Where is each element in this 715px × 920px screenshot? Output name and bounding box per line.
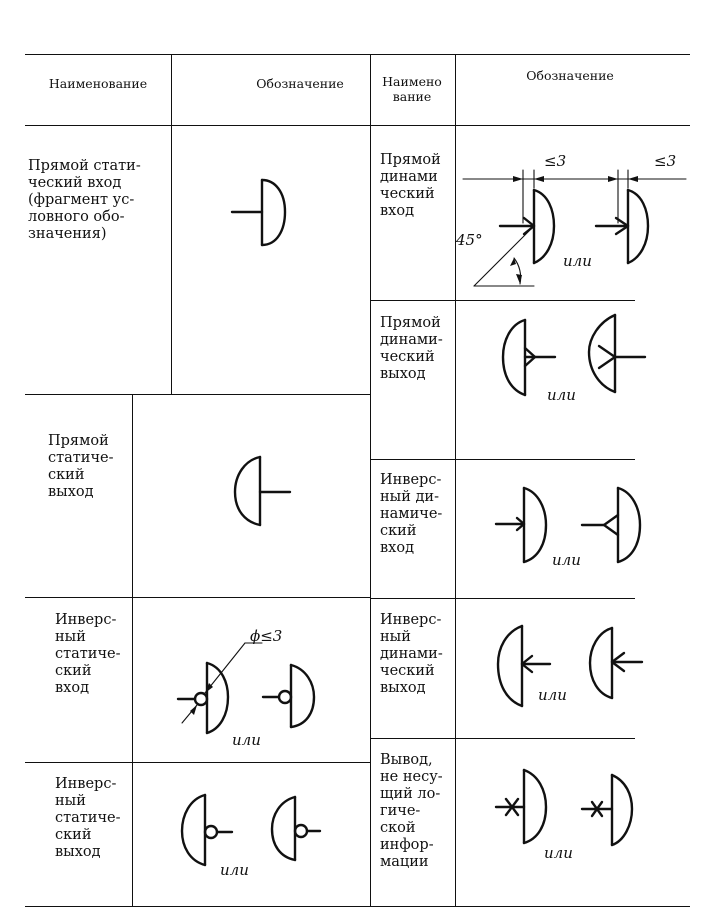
direct-static-input-symbol: [225, 170, 295, 260]
left-row-rule-2: [25, 597, 370, 598]
inverse-static-input-symbol: [170, 625, 335, 755]
table-bottom-rule: [25, 906, 690, 907]
left-row-rule-3: [25, 762, 370, 763]
row-name-inverse-dynamic-output: Инверс- ный динами- ческий выход: [380, 612, 443, 696]
or-label: или: [563, 252, 592, 270]
left-symbol-divider-lower: [132, 394, 133, 906]
row-name-inverse-static-output: Инверс- ный статиче- ский выход: [55, 776, 121, 860]
right-row-rule-3: [370, 598, 635, 599]
row-name-direct-static-output: Прямой статиче- ский выход: [48, 433, 114, 500]
diameter-label: ϕ≤3: [250, 627, 283, 645]
left-row-rule-1: [25, 394, 370, 395]
header-symbol-right: Обозначение: [526, 68, 614, 83]
direct-static-output-symbol: [225, 450, 295, 540]
row-name-direct-dynamic-input: Прямой динами ческий вход: [380, 152, 441, 219]
le3-label: ≤3: [544, 152, 567, 170]
direct-dynamic-input-symbol: [458, 148, 688, 296]
left-symbol-divider-upper: [171, 54, 172, 394]
row-name-direct-dynamic-output: Прямой динами- ческий выход: [380, 315, 443, 382]
row-name-inverse-static-input: Инверс- ный статиче- ский вход: [55, 612, 121, 696]
or-label: или: [547, 386, 576, 404]
header-symbol-left: Обозначение: [256, 76, 344, 91]
row-name-inverse-dynamic-input: Инверс- ный ди- намиче- ский вход: [380, 472, 443, 556]
row-name-direct-static-input: Прямой стати- ческий вход (фрагмент ус- ловного обо- значения): [28, 158, 141, 242]
right-row-rule-2: [370, 459, 635, 460]
row-name-non-logic-pin: Вывод, не несу- щий ло- гиче- ской инфор- мации: [380, 752, 443, 870]
header-bottom-rule: [25, 125, 690, 126]
inverse-static-output-symbol: [170, 785, 335, 885]
direct-dynamic-output-symbol: [495, 310, 665, 410]
right-row-rule-4: [370, 738, 635, 739]
right-symbol-divider: [455, 54, 456, 906]
header-name-left: Наименование: [48, 76, 148, 91]
inverse-dynamic-output-symbol: [492, 618, 662, 718]
or-label: или: [220, 861, 249, 879]
angle-label: 45°: [456, 231, 483, 249]
or-label: или: [544, 844, 573, 862]
or-label: или: [232, 731, 261, 749]
le3-label-2: ≤3: [654, 152, 677, 170]
header-name-right: Наимено вание: [382, 74, 442, 104]
inverse-dynamic-input-symbol: [492, 480, 662, 580]
table-top-rule: [25, 54, 690, 55]
or-label: или: [552, 551, 581, 569]
center-divider: [370, 54, 371, 906]
or-label: или: [538, 686, 567, 704]
non-logic-pin-symbol: [492, 765, 662, 865]
right-row-rule-1: [370, 300, 635, 301]
